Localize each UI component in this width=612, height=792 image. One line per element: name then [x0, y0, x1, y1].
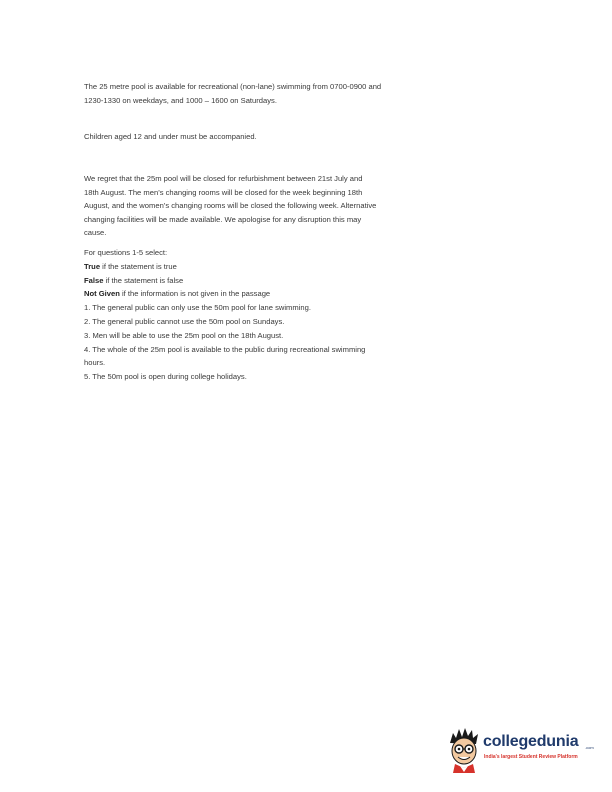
passage-paragraph-1 [84, 80, 454, 107]
passage-paragraph-2 [84, 130, 454, 144]
text-line: August, and the women’s changing rooms will be closed the following week. Alternative [84, 201, 377, 211]
instruction-true [84, 260, 464, 274]
question-2: 2. The general public cannot use the 50m pool on Sundays. [84, 316, 285, 326]
true-text: if the statement is true [100, 261, 177, 271]
true-label: True [84, 261, 101, 271]
text-line: cause. [84, 228, 107, 238]
question-4-continued: hours. [84, 358, 106, 368]
text-line: Children aged 12 and under must be accompanied. [84, 132, 257, 141]
collegedunia-logo [447, 727, 595, 775]
questions-section [84, 246, 464, 384]
text-line: The 25 metre pool is available for recreational (non-lane) swimming from 0700-0900 and [84, 82, 382, 91]
not-given-label: Not Given [84, 289, 120, 299]
text-line: changing facilities will be made available. We apologise for any disruption this may [84, 214, 362, 224]
logo-wordmark: collegedunia [483, 733, 579, 750]
question-4: 4. The whole of the 25m pool is available to the public during recreational swimming [84, 344, 366, 354]
instruction-not-given [84, 287, 464, 301]
false-label: False [84, 275, 104, 285]
logo-tagline: India's largest Student Review Platform [484, 754, 578, 760]
text-line: 18th August. The men’s changing rooms will be closed for the week beginning 18th [84, 187, 363, 197]
question-1: 1. The general public can only use the 50m pool for lane swimming. [84, 303, 311, 313]
text-line: 1230-1330 on weekdays, and 1000 – 1600 on Saturdays. [84, 95, 277, 105]
instructions-intro: For questions 1-5 select: [84, 248, 168, 257]
question-3: 3. Men will be able to use the 25m pool on the 18th August. [84, 330, 284, 340]
question-5: 5. The 50m pool is open during college holidays. [84, 372, 247, 382]
false-text: if the statement is false [103, 275, 184, 285]
logo-dotcom: .com [585, 745, 594, 750]
mascot-icon [447, 727, 481, 773]
text-line: We regret that the 25m pool will be closed for refurbishment between 21st July and [84, 174, 363, 183]
passage-paragraph-3 [84, 172, 454, 240]
instruction-false [84, 274, 464, 288]
not-given-text: if the information is not given in the passage [119, 289, 271, 299]
